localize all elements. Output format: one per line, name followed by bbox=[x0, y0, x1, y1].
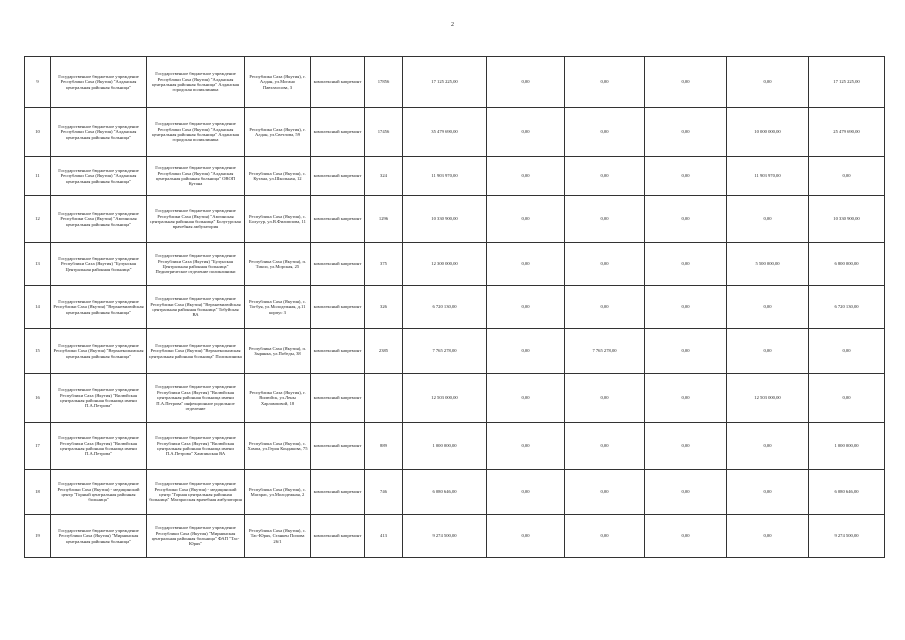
cost-column-4: 10 000 000,00 bbox=[727, 108, 809, 157]
cost-column-4: 0,00 bbox=[727, 515, 809, 558]
floor-area: 413 bbox=[365, 515, 403, 558]
row-number: 12 bbox=[25, 196, 51, 243]
row-number: 18 bbox=[25, 470, 51, 515]
cost-column-2: 0,00 bbox=[565, 57, 645, 108]
table-row bbox=[25, 108, 885, 157]
table-row bbox=[25, 286, 885, 329]
facility-name: Государственное бюджетное учреждение Республики Саха (Якутия) "Мирнинская центральная районная больница" ФАП "Тас-Юрях" bbox=[147, 515, 245, 558]
cost-column-5: 6 800 000,00 bbox=[809, 243, 885, 286]
floor-area: 17856 bbox=[365, 57, 403, 108]
facility-name: Государственное бюджетное учреждение Республики Саха (Якутия) "Верхневилюйская центральная районная больница" Тобуйская ВА bbox=[147, 286, 245, 329]
row-number: 14 bbox=[25, 286, 51, 329]
cost-column-1: 0,00 bbox=[487, 423, 565, 470]
cost-column-4: 0,00 bbox=[727, 470, 809, 515]
cost-column-5: 17 125 225,00 bbox=[809, 57, 885, 108]
floor-area: 889 bbox=[365, 423, 403, 470]
floor-area: 375 bbox=[365, 243, 403, 286]
cost-column-4: 11 903 970,00 bbox=[727, 157, 809, 196]
table-row bbox=[25, 196, 885, 243]
cost-column-3: 0,00 bbox=[645, 423, 727, 470]
cost-column-1: 0,00 bbox=[487, 157, 565, 196]
facility-name: Государственное бюджетное учреждение Республики Саха (Якутия) - медицинский центр "Горная центральная районная больница" Магарасская врачебная амбулатория bbox=[147, 470, 245, 515]
page-number: 2 bbox=[451, 22, 454, 28]
row-number: 13 bbox=[25, 243, 51, 286]
cost-column-2: 0,00 bbox=[565, 286, 645, 329]
cost-column-1: 0,00 bbox=[487, 286, 565, 329]
cost-column-5: 6 720 130,00 bbox=[809, 286, 885, 329]
floor-area: 324 bbox=[365, 157, 403, 196]
total-cost: 12 300 000,00 bbox=[403, 243, 487, 286]
facility-address: Республика Саха (Якутия), г. Алдан, ул.Светлова, 59 bbox=[245, 108, 311, 157]
cost-column-2: 0,00 bbox=[565, 374, 645, 423]
facility-name: Государственное бюджетное учреждение Республики Саха (Якутия) "Верхнеколымская центральная районная больница" Поликлиника bbox=[147, 329, 245, 374]
floor-area bbox=[365, 374, 403, 423]
total-cost: 12 503 000,00 bbox=[403, 374, 487, 423]
cost-column-2: 0,00 bbox=[565, 243, 645, 286]
cost-column-2: 0,00 bbox=[565, 423, 645, 470]
cost-column-1: 0,00 bbox=[487, 515, 565, 558]
recipient-name: Государственное бюджетное учреждение Республики Саха (Якутия) "Алданская центральная районная больница" bbox=[51, 108, 147, 157]
cost-column-2: 0,00 bbox=[565, 515, 645, 558]
cost-column-4: 0,00 bbox=[727, 329, 809, 374]
cost-column-3: 0,00 bbox=[645, 329, 727, 374]
total-cost: 6 080 646,00 bbox=[403, 470, 487, 515]
recipient-name: Государственное бюджетное учреждение Республики Саха (Якутия) "Булунская Центральная районная больница" bbox=[51, 243, 147, 286]
repair-type: комплексный капремонт bbox=[311, 374, 365, 423]
cost-column-5: 0,00 bbox=[809, 374, 885, 423]
recipient-name: Государственное бюджетное учреждение Республики Саха (Якутия) "Вилюйская центральная районная больница имени П.А.Петрова" bbox=[51, 374, 147, 423]
repair-type: комплексный капремонт bbox=[311, 329, 365, 374]
floor-area: 1296 bbox=[365, 196, 403, 243]
facility-address: Республика Саха (Якутия), п. Зырянка, ул.Победы, 38 bbox=[245, 329, 311, 374]
total-cost: 10 330 900,00 bbox=[403, 196, 487, 243]
repair-type: комплексный капремонт bbox=[311, 286, 365, 329]
floor-area: 746 bbox=[365, 470, 403, 515]
cost-column-4: 0,00 bbox=[727, 196, 809, 243]
table-row bbox=[25, 157, 885, 196]
repair-type: комплексный капремонт bbox=[311, 423, 365, 470]
capital-repair-table bbox=[24, 56, 885, 558]
cost-column-2: 0,00 bbox=[565, 157, 645, 196]
total-cost: 11 903 970,00 bbox=[403, 157, 487, 196]
repair-type: комплексный капремонт bbox=[311, 470, 365, 515]
row-number: 9 bbox=[25, 57, 51, 108]
facility-address: Республика Саха (Якутия), с. Тогбуя, ул.Молодежная, д.11 корпус 3 bbox=[245, 286, 311, 329]
repair-type: комплексный капремонт bbox=[311, 196, 365, 243]
row-number: 19 bbox=[25, 515, 51, 558]
cost-column-5: 10 330 900,00 bbox=[809, 196, 885, 243]
table-row bbox=[25, 470, 885, 515]
repair-type: комплексный капремонт bbox=[311, 243, 365, 286]
cost-column-3: 0,00 bbox=[645, 196, 727, 243]
cost-column-1: 0,00 bbox=[487, 108, 565, 157]
row-number: 17 bbox=[25, 423, 51, 470]
recipient-name: Государственное бюджетное учреждение Республики Саха (Якутия) "Вилюйская центральная районная больница имени П.А.Петрова" bbox=[51, 423, 147, 470]
cost-column-4: 12 503 000,00 bbox=[727, 374, 809, 423]
cost-column-4: 0,00 bbox=[727, 423, 809, 470]
recipient-name: Государственное бюджетное учреждение Республики Саха (Якутия) "Алданская центральная районная больница" bbox=[51, 57, 147, 108]
cost-column-4: 0,00 bbox=[727, 57, 809, 108]
cost-column-3: 0,00 bbox=[645, 108, 727, 157]
facility-address: Республика Саха (Якутия), с. Тас-Юрях, Станкен Попова 26/1 bbox=[245, 515, 311, 558]
cost-column-3: 0,00 bbox=[645, 57, 727, 108]
cost-column-3: 0,00 bbox=[645, 374, 727, 423]
row-number: 16 bbox=[25, 374, 51, 423]
total-cost: 35 479 690,00 bbox=[403, 108, 487, 157]
cost-column-3: 0,00 bbox=[645, 470, 727, 515]
cost-column-3: 0,00 bbox=[645, 157, 727, 196]
row-number: 11 bbox=[25, 157, 51, 196]
facility-name: Государственное бюджетное учреждение Республики Саха (Якутия) "Булунская Центральная районная больница" Педиатрическое отделение поликлиники bbox=[147, 243, 245, 286]
row-number: 10 bbox=[25, 108, 51, 157]
facility-name: Государственное бюджетное учреждение Республики Саха (Якутия) "Вилюйская центральная районная больница имени П.А.Петрова" Хампинская ВА bbox=[147, 423, 245, 470]
facility-name: Государственное бюджетное учреждение Республики Саха (Якутия) "Алданская центральная районная больница" Алданская городская поликлиника bbox=[147, 57, 245, 108]
cost-column-4: 5 500 000,00 bbox=[727, 243, 809, 286]
floor-area: 326 bbox=[365, 286, 403, 329]
total-cost: 7 765 278,00 bbox=[403, 329, 487, 374]
total-cost: 1 000 000,00 bbox=[403, 423, 487, 470]
floor-area: 17456 bbox=[365, 108, 403, 157]
recipient-name: Государственное бюджетное учреждение Республики Саха (Якутия) "Амгинская центральная районная больница" bbox=[51, 196, 147, 243]
table-body bbox=[25, 57, 885, 558]
facility-name: Государственное бюджетное учреждение Республики Саха (Якутия) "Алданская центральная районная больница" Алданская городская поликлиника bbox=[147, 108, 245, 157]
facility-name: Государственное бюджетное учреждение Республики Саха (Якутия) "Амгинская центральная районная больница" Болугурская врачебная амбулатория bbox=[147, 196, 245, 243]
facility-address: Республика Саха (Якутия), с. Магарас, ул.Молодежная, 2 bbox=[245, 470, 311, 515]
facility-address: Республика Саха (Якутия), г. Алдан, ул.Могано Павтлаосова, 3 bbox=[245, 57, 311, 108]
cost-column-4: 0,00 bbox=[727, 286, 809, 329]
facility-address: Республика Саха (Якутия), с. Хампа, ул.Героя Кондакова, 75 bbox=[245, 423, 311, 470]
cost-column-5: 25 479 690,00 bbox=[809, 108, 885, 157]
cost-column-5: 0,00 bbox=[809, 157, 885, 196]
cost-column-1: 0,00 bbox=[487, 196, 565, 243]
table-row bbox=[25, 423, 885, 470]
cost-column-5: 9 274 500,00 bbox=[809, 515, 885, 558]
cost-column-1: 0,00 bbox=[487, 374, 565, 423]
cost-column-3: 0,00 bbox=[645, 515, 727, 558]
cost-column-3: 0,00 bbox=[645, 286, 727, 329]
cost-column-5: 6 080 646,00 bbox=[809, 470, 885, 515]
facility-address: Республика Саха (Якутия), с. Болугур, ул.В.Филиппова, 11 bbox=[245, 196, 311, 243]
recipient-name: Государственное бюджетное учреждение Республики Саха (Якутия) "Верхнеколымская центральная районная больница" bbox=[51, 329, 147, 374]
cost-column-5: 0,00 bbox=[809, 329, 885, 374]
cost-column-1: 0,00 bbox=[487, 329, 565, 374]
facility-address: Республика Саха (Якутия), п. Тикси, ул.Морская, 25 bbox=[245, 243, 311, 286]
facility-name: Государственное бюджетное учреждение Республики Саха (Якутия) "Вилюйская центральная районная больница имени П.А.Петрова" инфекционное родильное отделение bbox=[147, 374, 245, 423]
total-cost: 17 125 225,00 bbox=[403, 57, 487, 108]
cost-column-1: 0,00 bbox=[487, 243, 565, 286]
repair-type: комплексный капремонт bbox=[311, 108, 365, 157]
total-cost: 9 274 500,00 bbox=[403, 515, 487, 558]
cost-column-5: 1 000 000,00 bbox=[809, 423, 885, 470]
cost-column-3: 0,00 bbox=[645, 243, 727, 286]
facility-name: Государственное бюджетное учреждение Республики Саха (Якутия) "Алданская центральная районная больница" ОВОП Кутана bbox=[147, 157, 245, 196]
facility-address: Республика Саха (Якутия), с. Кутана, ул.Школьная, 12 bbox=[245, 157, 311, 196]
cost-column-2: 0,00 bbox=[565, 108, 645, 157]
repair-type: комплексный капремонт bbox=[311, 57, 365, 108]
recipient-name: Государственное бюджетное учреждение Республики Саха (Якутия) "Алданская центральная районная больница" bbox=[51, 157, 147, 196]
table-row bbox=[25, 374, 885, 423]
table-row bbox=[25, 243, 885, 286]
recipient-name: Государственное бюджетное учреждение Республики Саха (Якутия) "Верхневилюйская центральная районная больница" bbox=[51, 286, 147, 329]
table-row bbox=[25, 57, 885, 108]
row-number: 15 bbox=[25, 329, 51, 374]
cost-column-1: 0,00 bbox=[487, 57, 565, 108]
recipient-name: Государственное бюджетное учреждение Республики Саха (Якутия) "Мирнинская центральная районная больница" bbox=[51, 515, 147, 558]
table-row bbox=[25, 515, 885, 558]
cost-column-2: 0,00 bbox=[565, 196, 645, 243]
floor-area: 2385 bbox=[365, 329, 403, 374]
cost-column-1: 0,00 bbox=[487, 470, 565, 515]
cost-column-2: 0,00 bbox=[565, 470, 645, 515]
facility-address: Республика Саха (Якутия), г. Вилюйск, ул.Лены Харламповой, 18 bbox=[245, 374, 311, 423]
table-row bbox=[25, 329, 885, 374]
repair-type: комплексный капремонт bbox=[311, 515, 365, 558]
cost-column-2: 7 765 278,00 bbox=[565, 329, 645, 374]
total-cost: 6 720 130,00 bbox=[403, 286, 487, 329]
repair-type: комплексный капремонт bbox=[311, 157, 365, 196]
recipient-name: Государственное бюджетное учреждение Республики Саха (Якутия) - медицинский центр "Горный центральная районная больница" bbox=[51, 470, 147, 515]
